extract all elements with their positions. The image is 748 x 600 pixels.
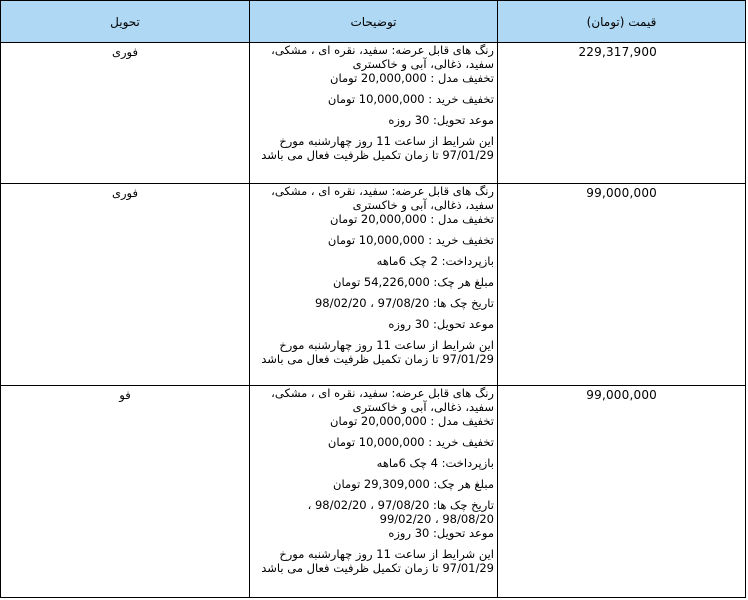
delivery-cell: فو xyxy=(1,386,250,598)
price-cell: 99,000,000 xyxy=(498,386,746,598)
repayment-line: بازپرداخت: 2 چک 6ماهه xyxy=(376,254,494,268)
conditions-line: این شرایط از ساعت 11 روز چهارشنبه مورخ 97/01/29 تا زمان تکمیل ظرفیت فعال می باشد xyxy=(261,134,494,162)
cheque-amount-line: مبلغ هر چک: 54,226,000 تومان xyxy=(333,275,494,289)
purchase-discount-line: تخفیف خرید : 10,000,000 تومان xyxy=(327,92,494,106)
header-row xyxy=(1,1,746,43)
colors-line: رنگ های قابل عرضه: سفید، نقره ای ، مشکی، سفید، ذغالی، آبی و خاکستری xyxy=(271,43,494,71)
description-cell xyxy=(250,184,498,386)
price-cell: 99,000,000 xyxy=(498,184,746,386)
cheque-amount-line: مبلغ هر چک: 29,309,000 تومان xyxy=(333,477,494,491)
model-discount-line: تخفیف مدل : 20,000,000 تومان xyxy=(330,212,494,226)
delivery-time-line: موعد تحویل: 30 روزه xyxy=(388,526,494,540)
purchase-discount-line: تخفیف خرید : 10,000,000 تومان xyxy=(327,435,494,449)
delivery-cell: فوری xyxy=(1,43,250,184)
repayment-line: بازپرداخت: 4 چک 6ماهه xyxy=(376,456,494,470)
table-row xyxy=(1,43,746,184)
colors-line: رنگ های قابل عرضه: سفید، نقره ای ، مشکی، سفید، ذغالی، آبی و خاکستری xyxy=(271,184,494,212)
table-row xyxy=(1,184,746,386)
price-cell: 229,317,900 xyxy=(498,43,746,184)
model-discount-line: تخفیف مدل : 20,000,000 تومان xyxy=(330,71,494,85)
conditions-line: این شرایط از ساعت 11 روز چهارشنبه مورخ 97/01/29 تا زمان تکمیل ظرفیت فعال می باشد xyxy=(261,338,494,366)
delivery-time-line: موعد تحویل: 30 روزه xyxy=(388,113,494,127)
cheque-dates-line: تاریخ چک ها: 97/08/20 ، 98/02/20 ، 98/08/20 ، 99/02/20 xyxy=(307,498,494,526)
header-delivery: تحویل xyxy=(1,1,250,43)
header-price: قیمت (تومان) xyxy=(498,1,746,43)
purchase-discount-line: تخفیف خرید : 10,000,000 تومان xyxy=(327,233,494,247)
colors-line: رنگ های قابل عرضه: سفید، نقره ای ، مشکی، سفید، ذغالی، آبی و خاکستری xyxy=(271,386,494,414)
delivery-time-line: موعد تحویل: 30 روزه xyxy=(388,317,494,331)
delivery-cell: فوری xyxy=(1,184,250,386)
header-description: توضیحات xyxy=(250,1,498,43)
model-discount-line: تخفیف مدل : 20,000,000 تومان xyxy=(330,414,494,428)
description-cell xyxy=(250,43,498,184)
cheque-dates-line: تاریخ چک ها: 97/08/20 ، 98/02/20 xyxy=(314,296,494,310)
conditions-line: این شرایط از ساعت 11 روز چهارشنبه مورخ 97/01/29 تا زمان تکمیل ظرفیت فعال می باشد xyxy=(261,547,494,575)
table-row xyxy=(1,386,746,598)
description-cell xyxy=(250,386,498,598)
